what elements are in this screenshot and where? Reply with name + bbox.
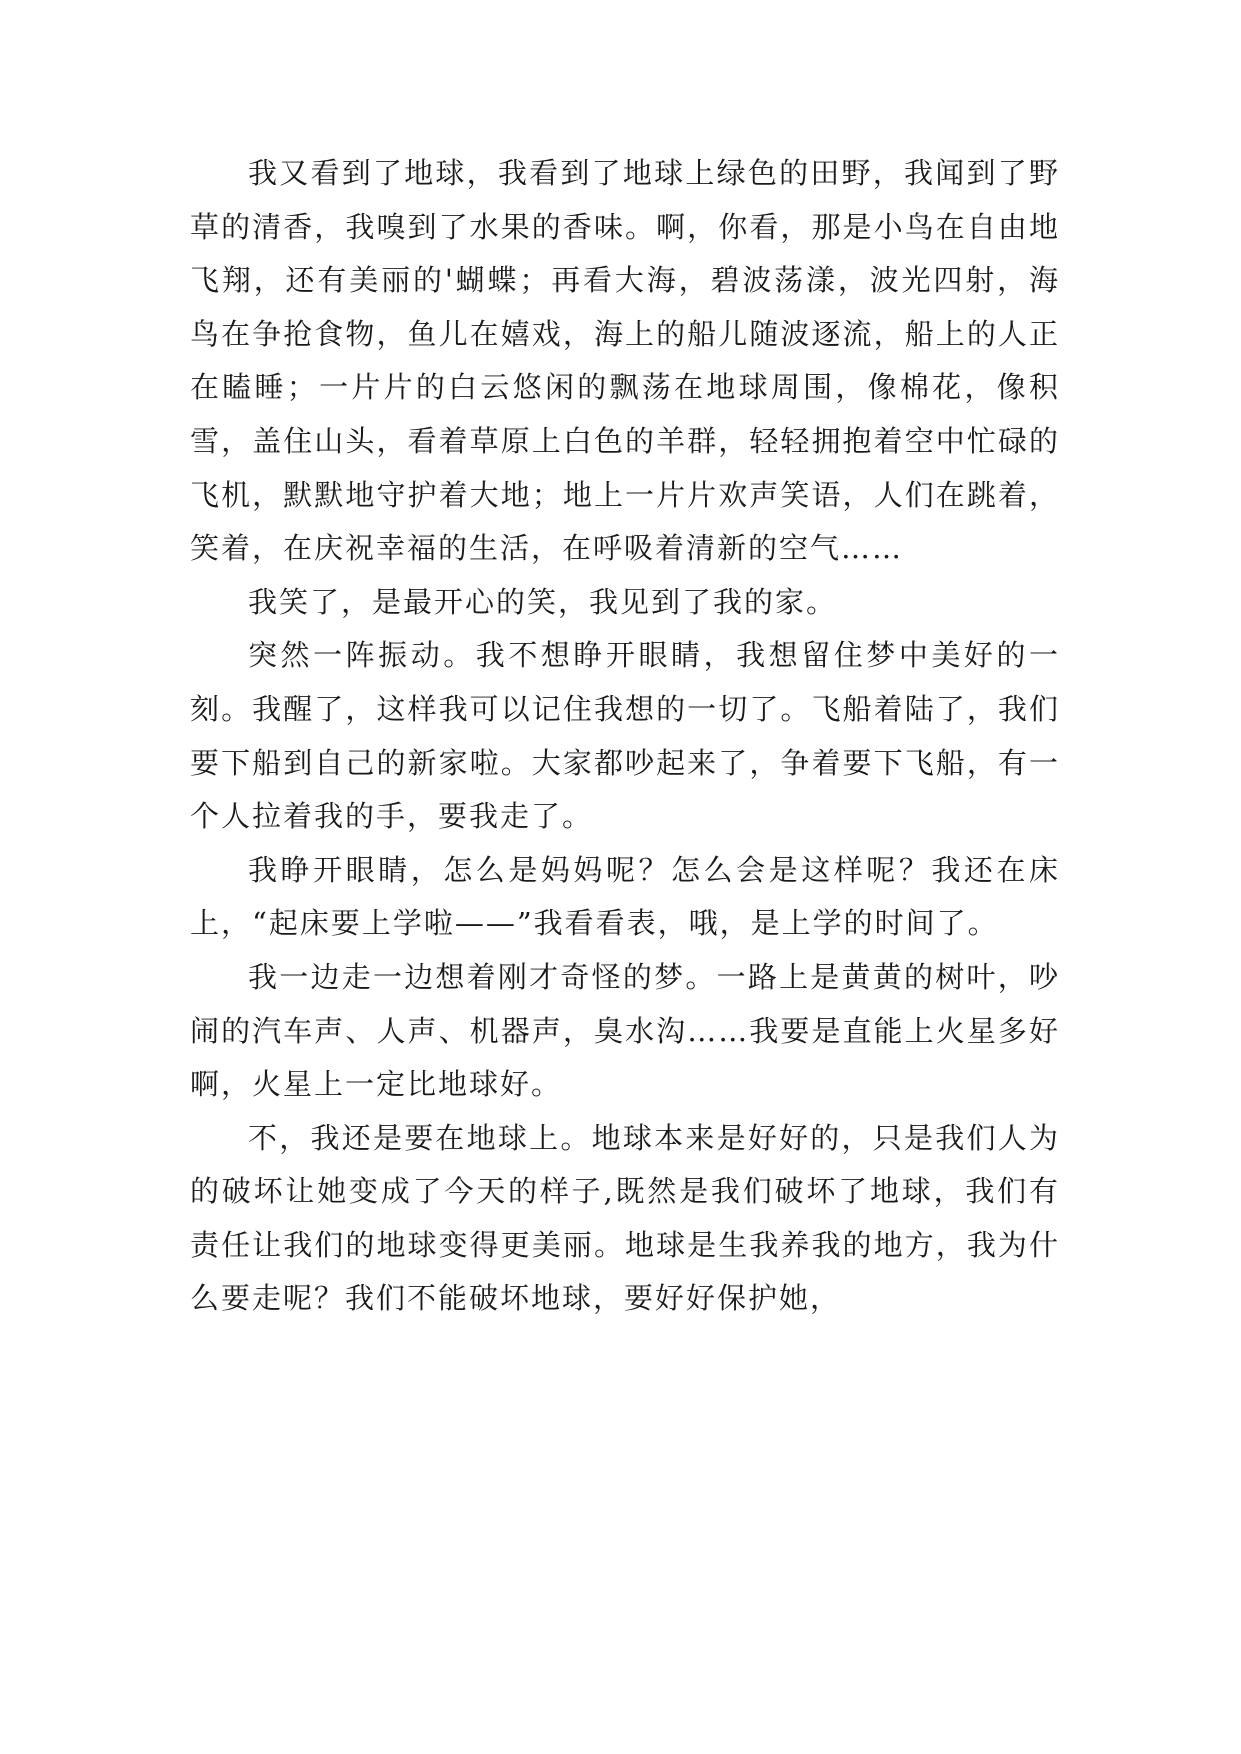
paragraph: 不，我还是要在地球上。地球本来是好好的，只是我们人为的破坏让她变成了今天的样子,既然是我们破坏了地球，我们有责任让我们的地球变得更美丽。地球是生我养我的地方，我为什么要走呢？我们不能破坏地球，要好好保护她， (190, 1120, 1060, 1316)
paragraph: 我笑了，是最开心的笑，我见到了我的家。 (248, 584, 838, 619)
paragraph: 我又看到了地球，我看到了地球上绿色的田野，我闻到了野草的清香，我嗅到了水果的香味。啊，你看，那是小鸟在自由地飞翔，还有美丽的'蝴蝶；再看大海，碧波荡漾，波光四射，海鸟在争抢食物，鱼儿在嬉戏，海上的船儿随波逐流，船上的人正在瞌睡；一片片的白云悠闲的飘荡在地球周围，像棉花，像积雪，盖住山头，看着草原上白色的羊群，轻轻拥抱着空中忙碌的飞机，默默地守护着大地；地上一片片欢声笑语，人们在跳着，笑着，在庆祝幸福的生活，在呼吸着清新的空气…… (190, 156, 1060, 566)
paragraph: 突然一阵振动。我不想睁开眼睛，我想留住梦中美好的一刻。我醒了，这样我可以记住我想的一切了。飞船着陆了，我们要下船到自己的新家啦。大家都吵起来了，争着要下飞船，有一个人拉着我的手，要我走了。 (190, 638, 1060, 834)
document-page (190, 147, 1060, 1326)
paragraph: 我睁开眼睛，怎么是妈妈呢？怎么会是这样呢？我还在床上，“起床要上学啦——”我看看表，哦，是上学的时间了。 (190, 852, 1060, 941)
paragraph: 我一边走一边想着刚才奇怪的梦。一路上是黄黄的树叶，吵闹的汽车声、人声、机器声，臭水沟……我要是直能上火星多好啊，火星上一定比地球好。 (190, 959, 1060, 1102)
